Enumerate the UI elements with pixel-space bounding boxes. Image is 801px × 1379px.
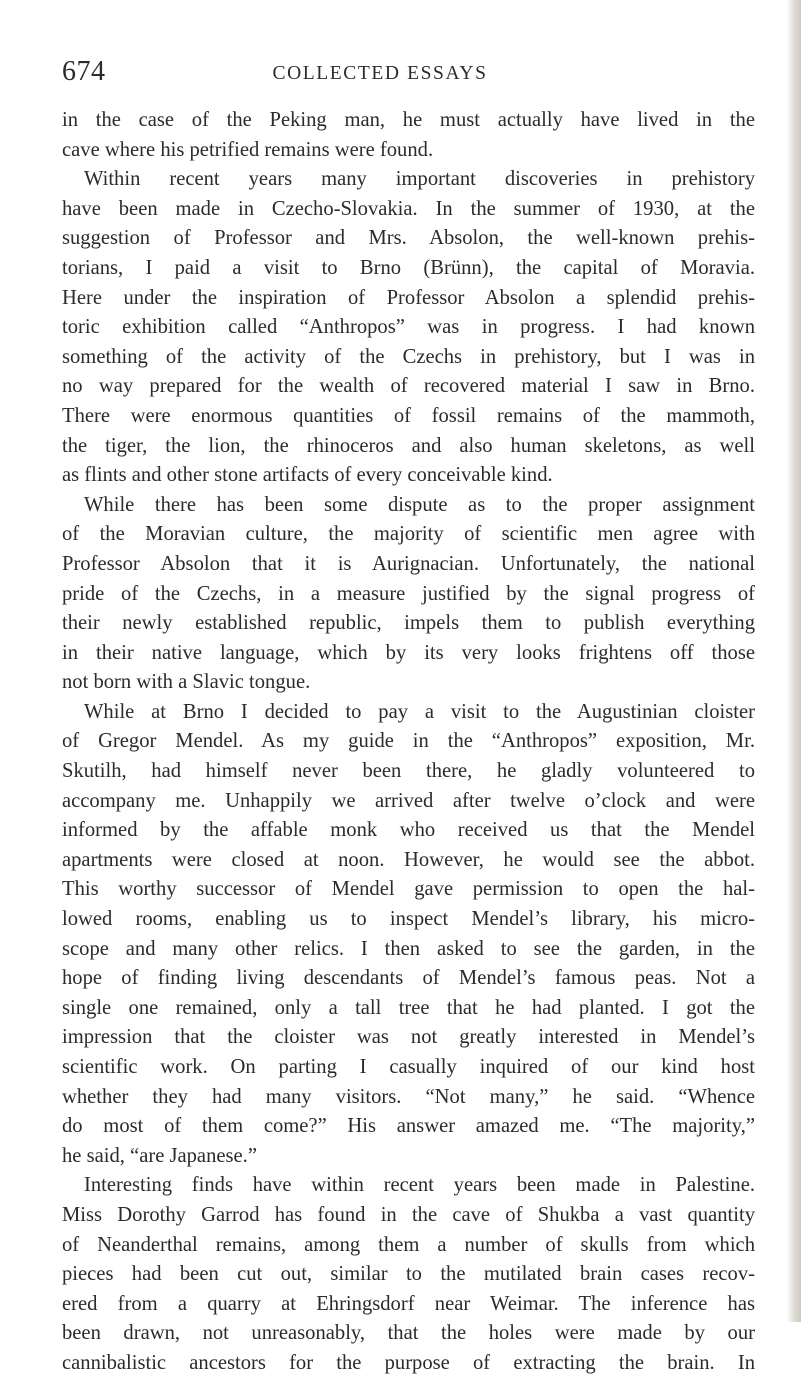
text-line: lowed rooms, enabling us to inspect Mendel’s library, his micro- — [62, 908, 755, 931]
text-line: have been made in Czecho-Slovakia. In the summer of 1930, at the — [62, 197, 755, 220]
text-line: Interesting finds have within recent years been made in Palestine. — [84, 1174, 755, 1197]
text-line: no way prepared for the wealth of recovered material I saw in Brno. — [62, 375, 755, 398]
text-line: torians, I paid a visit to Brno (Brünn), the capital of Moravia. — [62, 256, 755, 279]
text-line: of Neanderthal remains, among them a number of skulls from which — [62, 1233, 755, 1256]
text-line: Within recent years many important discoveries in prehistory — [84, 168, 755, 191]
text-line: the tiger, the lion, the rhinoceros and also human skeletons, as well — [62, 434, 755, 457]
text-line: something of the activity of the Czechs in prehistory, but I was in — [62, 345, 755, 368]
text-line: as flints and other stone artifacts of every conceivable kind. — [62, 464, 553, 487]
text-line: Professor Absolon that it is Aurignacian. Unfortunately, the national — [62, 552, 755, 575]
text-line: pieces had been cut out, similar to the mutilated brain cases recov- — [62, 1263, 755, 1286]
text-line: he said, “are Japanese.” — [62, 1144, 257, 1167]
text-line: do most of them come?” His answer amazed me. “The majority,” — [62, 1115, 755, 1138]
text-line: Here under the inspiration of Professor Absolon a splendid prehis- — [62, 286, 755, 309]
page-edge-shadow — [787, 0, 801, 1322]
body-text — [62, 106, 755, 1379]
text-line: ered from a quarry at Ehringsdorf near Weimar. The inference has — [62, 1292, 755, 1315]
text-line: whether they had many visitors. “Not many,” he said. “Whence — [62, 1085, 755, 1108]
text-line: While at Brno I decided to pay a visit to the Augustinian cloister — [84, 700, 755, 723]
text-line: scientific work. On parting I casually inquired of our kind host — [62, 1056, 755, 1078]
text-line: There were enormous quantities of fossil remains of the mammoth, — [62, 404, 755, 427]
text-line: accompany me. Unhappily we arrived after twelve o’clock and were — [62, 789, 755, 812]
text-line: single one remained, only a tall tree that he had planted. I got the — [62, 996, 755, 1019]
text-line: been drawn, not unreasonably, that the holes were made by our — [62, 1322, 755, 1345]
text-line: impression that the cloister was not greatly interested in Mendel’s — [62, 1026, 755, 1049]
page-header — [62, 56, 698, 88]
text-line: scope and many other relics. I then asked to see the garden, in the — [62, 937, 755, 960]
text-line: hope of finding living descendants of Mendel’s famous peas. Not a — [62, 967, 755, 990]
text-line: of Gregor Mendel. As my guide in the “Anthropos” exposition, Mr. — [62, 730, 755, 753]
text-line: informed by the affable monk who received us that the Mendel — [62, 819, 755, 842]
running-head: COLLECTED ESSAYS — [272, 63, 488, 84]
text-line: Miss Dorothy Garrod has found in the cave of Shukba a vast quantity — [62, 1203, 755, 1226]
text-line: cannibalistic ancestors for the purpose of extracting the brain. In — [62, 1351, 755, 1374]
text-line: While there has been some dispute as to the proper assignment — [84, 493, 755, 516]
text-line: not born with a Slavic tongue. — [62, 671, 311, 694]
text-line: toric exhibition called “Anthropos” was in progress. I had known — [62, 316, 755, 339]
text-line: suggestion of Professor and Mrs. Absolon, the well-known prehis- — [62, 227, 755, 250]
text-line: in their native language, which by its very looks frightens off those — [62, 641, 755, 664]
text-line: apartments were closed at noon. However, he would see the abbot. — [62, 848, 755, 871]
text-line: cave where his petrified remains were found. — [62, 138, 434, 161]
text-line: Skutilh, had himself never been there, he gladly volunteered to — [62, 760, 755, 783]
text-line: of the Moravian culture, the majority of scientific men agree with — [62, 523, 755, 546]
text-line: pride of the Czechs, in a measure justified by the signal progress of — [62, 582, 755, 605]
text-line: their newly established republic, impels them to publish everything — [62, 612, 755, 635]
page-number: 674 — [62, 56, 106, 87]
text-line: This worthy successor of Mendel gave permission to open the hal- — [62, 878, 755, 901]
text-line: in the case of the Peking man, he must actually have lived in the — [62, 109, 755, 131]
